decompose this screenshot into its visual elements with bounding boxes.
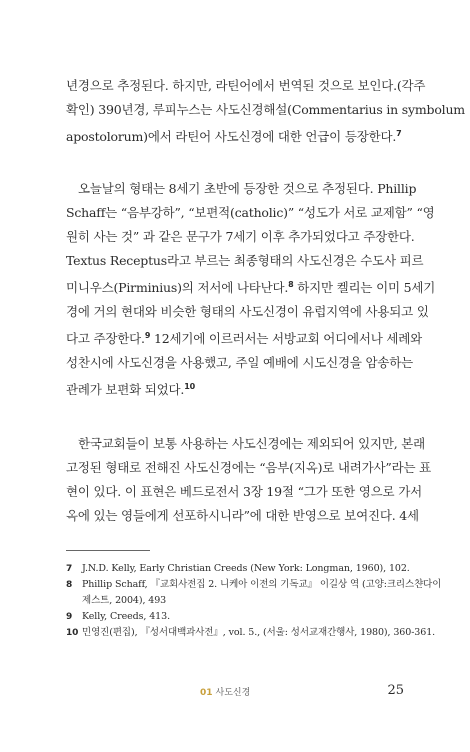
text-line: 현이 있다. 이 표현은 베드로전서 3장 19절 “그가 또한 영으로 가서 bbox=[66, 484, 422, 499]
footnote-number: 8 bbox=[66, 580, 73, 590]
text-line: 확인) 390년경, 루피누스는 사도신경해설(Commentarius in symbolum bbox=[66, 102, 465, 117]
footnote-divider bbox=[66, 550, 150, 551]
footnote-text: 민영진(편집), 『성서대백과사전』, vol. 5., (서울: 성서교재간행사, 1980), 360-361. bbox=[82, 627, 436, 638]
footnote-text: J.N.D. Kelly, Early Christian Creeds (New York: Longman, 1960), 102. bbox=[82, 563, 410, 574]
page-number: 25 bbox=[387, 683, 404, 698]
text-line: 경에 거의 현대와 비슷한 형태의 사도신경이 유럽지역에 사용되고 있 bbox=[66, 304, 429, 320]
line-text: 하지만 켈리는 이미 5세기 bbox=[293, 280, 436, 296]
chapter-title: 사도신경 bbox=[215, 688, 251, 698]
text-line: 옥에 있는 영들에게 선포하시니라”에 대한 반영으로 보여진다. 4세 bbox=[66, 508, 419, 523]
text-line: 원히 사는 것” 과 같은 문구가 7세기 이후 추가되었다고 주장한다. bbox=[66, 229, 415, 244]
footnote-number: 10 bbox=[66, 628, 79, 638]
page-footer bbox=[0, 683, 470, 703]
text-line bbox=[66, 122, 410, 149]
paragraph-3 bbox=[66, 432, 432, 528]
text-line: 오늘날의 형태는 8세기 초반에 등장한 것으로 추정된다. Phillip bbox=[78, 181, 417, 196]
chapter-number: 01 bbox=[200, 688, 213, 698]
text-line: 년경으로 추정된다. 하지만, 라틴어에서 번역된 것으로 보인다.(각주 bbox=[66, 78, 426, 93]
line-text: 12세기에 이르러서는 서방교회 어디에서나 세례와 bbox=[150, 331, 423, 347]
line-text: 다고 주장한다. bbox=[66, 331, 145, 347]
footnote-number: 9 bbox=[66, 612, 73, 622]
footnote-9 bbox=[66, 609, 416, 625]
footnote-ref-7[interactable]: 7 bbox=[396, 129, 402, 138]
paragraph-1 bbox=[66, 74, 465, 149]
text-line: 성찬시에 사도신경을 사용했고, 주일 예배에 시도신경을 암송하는 bbox=[66, 355, 414, 371]
text-line bbox=[66, 324, 423, 351]
line-text: 미니우스(Pirminius)의 저서에 나타난다. bbox=[66, 280, 289, 296]
line-text: apostolorum)에서 라틴어 사도신경에 대한 언급이 등장한다. bbox=[66, 129, 397, 145]
text-line: Textus Receptus라고 부르는 최종형태의 사도신경은 수도사 피르 bbox=[66, 253, 424, 268]
footnote-10 bbox=[66, 625, 436, 641]
footnote-text: Phillip Schaff, 『교회사전집 2. 니케아 이전의 기독교』 이길상 역 (고양:크리스챤다이 bbox=[82, 579, 442, 590]
line-text: 관례가 보편화 되었다. bbox=[66, 382, 185, 398]
footnote-text: Kelly, Creeds, 413. bbox=[82, 611, 170, 622]
footnote-8 bbox=[66, 577, 442, 609]
footnote-ref-9[interactable]: 9 bbox=[144, 331, 151, 341]
text-line: 고정된 형태로 전해진 사도신경에는 “음부(지옥)로 내려가사”라는 표 bbox=[66, 460, 432, 475]
paragraph-2 bbox=[66, 177, 436, 402]
running-footer bbox=[200, 685, 250, 698]
text-line: Schaff는 “음부강하”, “보편적(catholic)” “성도가 서로 교제함” “영 bbox=[66, 205, 435, 220]
footnote-7 bbox=[66, 561, 416, 577]
text-line bbox=[66, 375, 410, 402]
text-line bbox=[66, 273, 436, 300]
footnote-ref-8[interactable]: 8 bbox=[288, 280, 294, 289]
footnote-ref-10[interactable]: 10 bbox=[184, 382, 195, 392]
footnote-text: 제스트, 2004), 493 bbox=[82, 595, 167, 606]
footnotes bbox=[66, 561, 442, 641]
text-line: 한국교회들이 보통 사용하는 사도신경에는 제외되어 있지만, 본래 bbox=[78, 436, 426, 451]
footnote-number: 7 bbox=[66, 564, 73, 574]
